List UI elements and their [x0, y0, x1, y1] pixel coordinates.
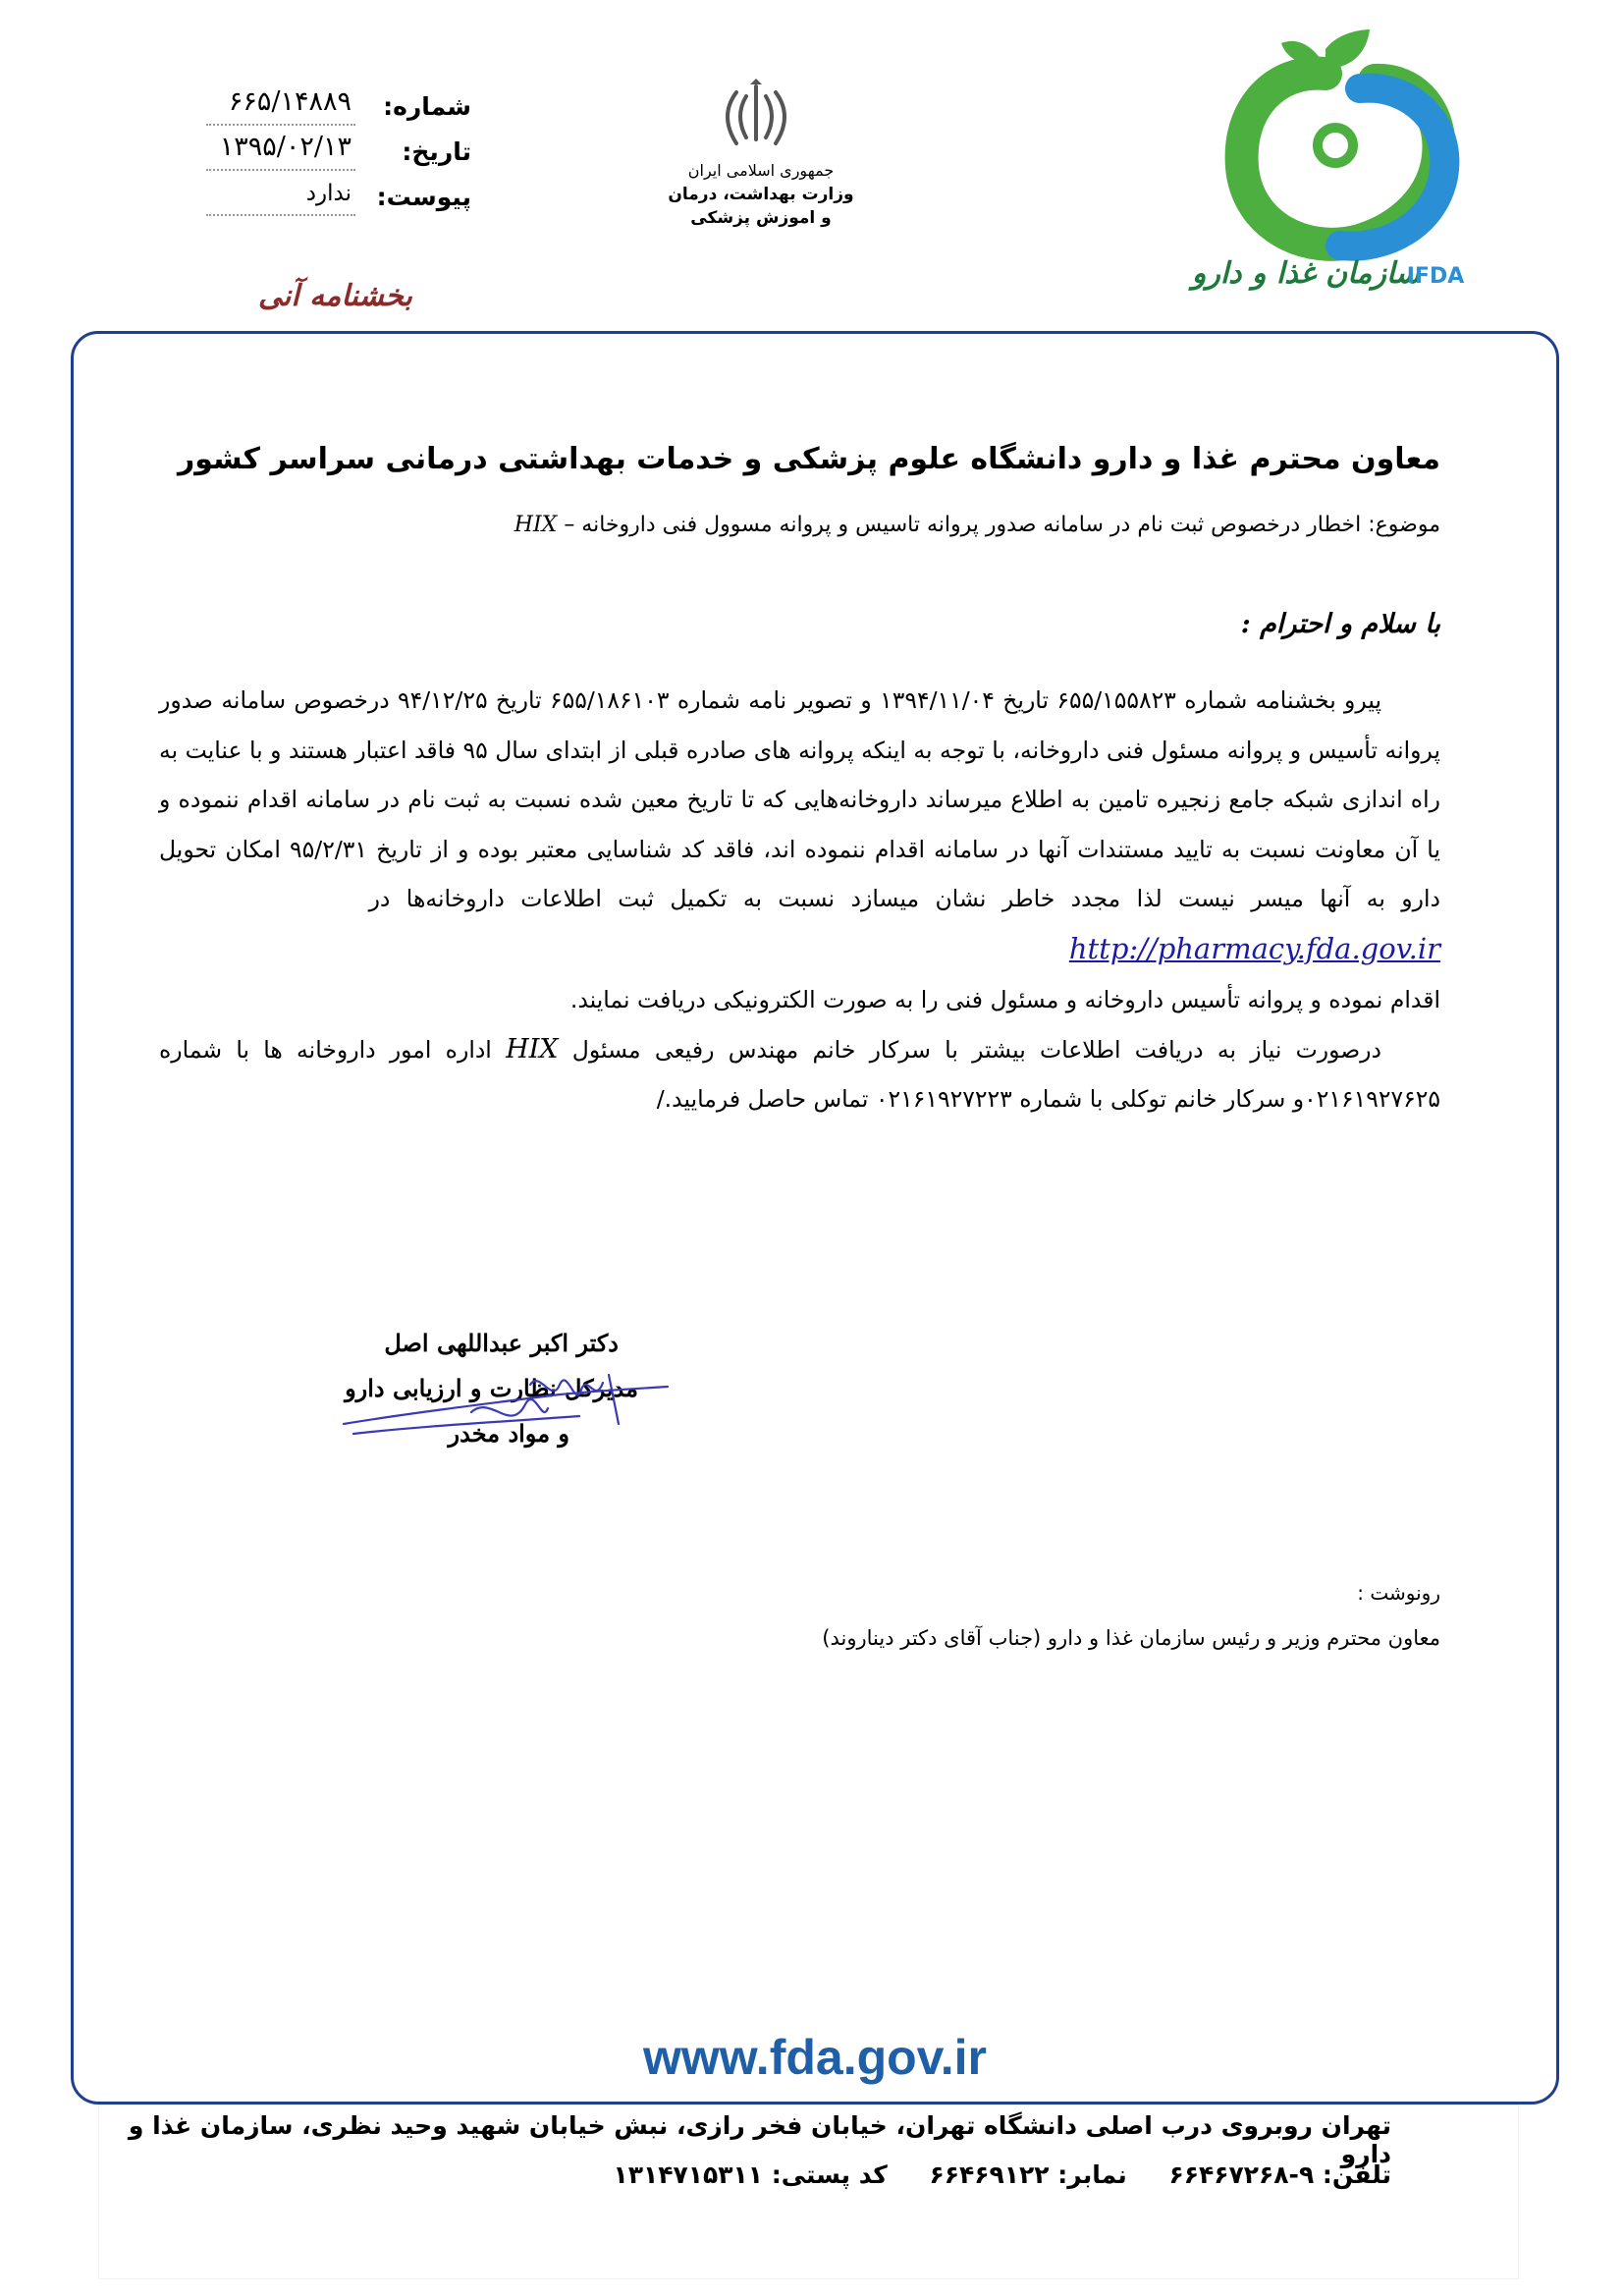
paragraph-text: اقدام نموده و پروانه تأسیس داروخانه و مسئول فنی را به صورت الکترونیکی دریافت نمایند.: [569, 986, 1440, 1013]
date-label: تاریخ:: [402, 137, 471, 166]
subject-line: [164, 513, 1440, 537]
circular-label: بخشنامه آنی: [258, 279, 412, 313]
ifda-logo: [1159, 29, 1483, 295]
signatory-title: و مواد مخدر: [448, 1419, 569, 1448]
date-row: [147, 132, 471, 177]
logo-text-en: IFDA: [1406, 264, 1465, 289]
letter-body: [159, 676, 1440, 1124]
footer-phone: تلفن: ۹-۶۶۴۶۷۲۶۸: [1168, 2160, 1391, 2189]
dotted-line: [206, 169, 355, 171]
paragraph-text: اداره امور داروخانه ها با شماره ۰۲۱۶۱۹۲۷۶۲۵و سرکار خانم توکلی با شماره ۰۲۱۶۱۹۲۷۲۲۳ تماس حاصل فرمایید./: [159, 1035, 1440, 1113]
iran-emblem-icon: [707, 79, 805, 157]
pharmacy-portal-link[interactable]: http://pharmacy.fda.gov.ir: [1068, 931, 1440, 965]
dotted-line: [206, 124, 355, 126]
ministry-line: وزارت بهداشت، درمان: [668, 185, 854, 204]
ministry-name: [628, 159, 893, 230]
cc-recipient: معاون محترم وزیر و رئیس سازمان غذا و دارو (جناب آقای دکتر دیناروند): [822, 1626, 1440, 1650]
dotted-line: [206, 214, 355, 216]
cc-label: رونوشت :: [1357, 1581, 1440, 1605]
signatory-name: دکتر اکبر عبداللهی اصل: [384, 1329, 619, 1357]
footer-fax: نمابر: ۶۶۴۶۹۱۲۲: [929, 2160, 1127, 2189]
hix-text: HIX: [506, 1033, 559, 1065]
ministry-line: جمهوری اسلامی ایران: [687, 161, 835, 180]
attachment-label: پیوست:: [376, 183, 471, 211]
paragraph: [159, 1025, 1440, 1124]
attachment-value: ندارد: [305, 181, 352, 206]
number-label: شماره:: [383, 92, 471, 121]
recipient: معاون محترم غذا و دارو دانشگاه علوم پزشکی و خدمات بهداشتی درمانی سراسر کشور: [177, 442, 1440, 476]
number-value: ۶۶۵/۱۴۸۸۹: [228, 86, 352, 117]
date-value: ۱۳۹۵/۰۲/۱۳: [219, 132, 352, 162]
subject-text: موضوع: اخطار درخصوص ثبت نام در سامانه صدور پروانه تاسیس و پروانه مسوول فنی داروخانه –: [564, 513, 1440, 537]
footer-postal: کد پستی: ۱۳۱۴۷۱۵۳۱۱: [613, 2160, 888, 2189]
paragraph-text: پیرو بخشنامه شماره ۶۵۵/۱۵۵۸۲۳ تاریخ ۱۳۹۴/۱۱/۰۴ و تصویر نامه شماره ۶۵۵/۱۸۶۱۰۳ تاریخ ۹۴/۱۲/۲۵ درخصوص سامانه صدور پروانه تأسیس و پروانه مسئول فنی داروخانه، با توجه به اینکه پروانه های صادره قبلی از ابتدای سال ۹۵ فاقد اعتبار هستند و با عنایت به راه اندازی شبکه جامع زنجیره تامین به اطلاع میرساند داروخانه‌هایی که تا تاریخ معین شده نسبت به ثبت نام در سامانه اقدام ننموده و یا آن معاونت نسبت به تایید مستندات آنها در سامانه اقدام ننموده اند، فاقد کد شناسایی معتبر بوده و از تاریخ ۹۵/۲/۳۱ امکان تحویل دارو به آنها میسر نیست لذا مجدد خاطر نشان میسازد نسبت به تکمیل ثبت اطلاعات داروخانه‌ها در: [159, 686, 1440, 912]
handwritten-signature: [324, 1365, 687, 1453]
greeting: با سلام و احترام :: [1240, 609, 1440, 639]
logo-text-fa: سازمان غذا و دارو: [1191, 256, 1421, 291]
paragraph: [159, 676, 1440, 975]
website-link[interactable]: www.fda.gov.ir: [642, 2030, 988, 2085]
ministry-line: و اموزش پزشکی: [690, 208, 832, 228]
paragraph: [159, 975, 1440, 1025]
letter-meta: [147, 86, 471, 222]
footer-address: تهران روبروی درب اصلی دانشگاه تهران، خیابان فخر رازی، نبش خیابان شهید وحید نظری، سازمان غذا و دارو: [128, 2111, 1391, 2168]
footer-contacts: [115, 2160, 1391, 2189]
letter-frame: [71, 331, 1559, 2105]
subject-hix: HIX: [514, 513, 558, 537]
signatory-title: مدیرکل نظارت و ارزیابی دارو: [345, 1374, 638, 1402]
number-row: [147, 86, 471, 132]
paragraph-text: درصورت نیاز به دریافت اطلاعات بیشتر با سرکار خانم مهندس رفیعی مسئول: [571, 1035, 1381, 1064]
attachment-row: [147, 177, 471, 222]
